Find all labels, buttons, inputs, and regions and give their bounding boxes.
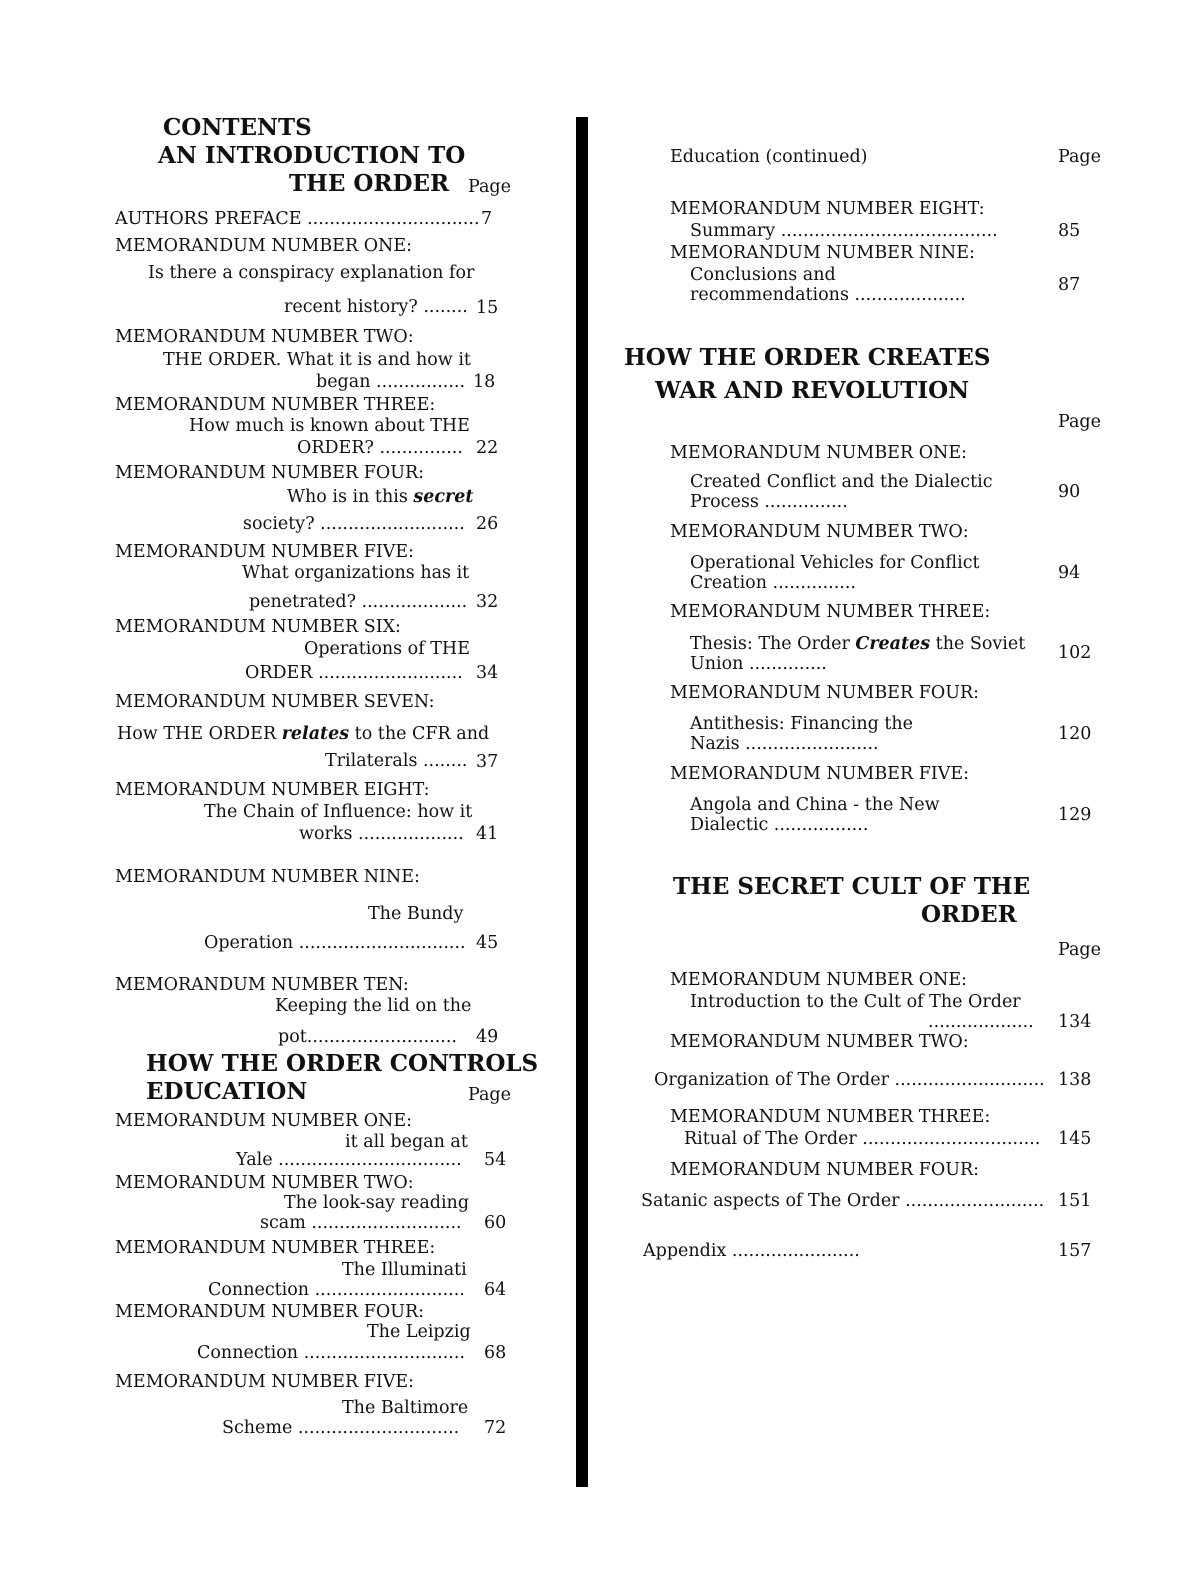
memo-description: The Baltimore	[342, 1398, 469, 1418]
memo-description: Summary .......................................	[690, 221, 998, 241]
continued-label: Education (continued)	[670, 147, 868, 167]
page-number: 151	[1058, 1191, 1092, 1211]
page-number: 94	[1058, 563, 1081, 583]
page-number: 145	[1058, 1129, 1092, 1149]
page-number: 49	[476, 1027, 499, 1047]
page-number: 41	[476, 824, 499, 844]
page-number: 22	[476, 438, 499, 458]
page-number: 157	[1058, 1241, 1092, 1261]
memo-description: Union ..............	[690, 654, 827, 674]
memo-title: MEMORANDUM NUMBER NINE:	[670, 243, 975, 263]
memo-description: ...................	[928, 1012, 1034, 1032]
page-column-label: Page	[1058, 940, 1101, 960]
memo-description: Satanic aspects of The Order .........................	[641, 1191, 1045, 1211]
page-number: 64	[484, 1280, 507, 1300]
page-number: 18	[473, 372, 496, 392]
memo-description: THE ORDER. What it is and how it	[163, 350, 471, 370]
memo-description: recent history? ........	[284, 297, 468, 317]
memo-title: MEMORANDUM NUMBER FOUR:	[670, 683, 980, 703]
memo-title: MEMORANDUM NUMBER THREE:	[115, 1238, 436, 1258]
section-heading: THE SECRET CULT OF THE	[673, 873, 1031, 900]
memo-description: Conclusions and	[690, 265, 836, 285]
memo-title: MEMORANDUM NUMBER NINE:	[115, 867, 420, 887]
memo-description: works ...................	[299, 824, 464, 844]
toc-entry: AUTHORS PREFACE ...............................	[115, 209, 480, 229]
memo-description: The Chain of Influence: how it	[204, 802, 473, 822]
page-number: 90	[1058, 482, 1081, 502]
page-number: 102	[1058, 643, 1092, 663]
memo-description: Connection ...........................	[208, 1280, 465, 1300]
memo-title: MEMORANDUM NUMBER FIVE:	[115, 542, 415, 562]
memo-description: How much is known about THE	[189, 416, 470, 436]
section-heading: ORDER	[921, 901, 1017, 928]
page-number: 26	[476, 514, 499, 534]
memo-title: MEMORANDUM NUMBER TWO:	[670, 522, 969, 542]
memo-description: The Illuminati	[342, 1260, 467, 1280]
memo-title: MEMORANDUM NUMBER THREE:	[670, 602, 991, 622]
page-number: 72	[484, 1418, 507, 1438]
memo-description: Ritual of The Order ................................	[684, 1129, 1041, 1149]
section-heading: AN INTRODUCTION TO	[158, 142, 466, 169]
section-heading: WAR AND REVOLUTION	[655, 377, 970, 404]
page-column-label: Page	[468, 1085, 511, 1105]
section-heading: HOW THE ORDER CONTROLS	[146, 1050, 539, 1077]
memo-description: Keeping the lid on the	[275, 996, 472, 1016]
memo-title: MEMORANDUM NUMBER TWO:	[115, 1173, 414, 1193]
memo-title: MEMORANDUM NUMBER SEVEN:	[115, 692, 435, 712]
memo-title: MEMORANDUM NUMBER TEN:	[115, 975, 409, 995]
memo-description: Antithesis: Financing the	[690, 714, 914, 734]
column-divider	[576, 117, 588, 1487]
page-number: 15	[476, 298, 499, 318]
page-number: 85	[1058, 221, 1081, 241]
memo-title: MEMORANDUM NUMBER FIVE:	[115, 1372, 415, 1392]
memo-description: it all began at	[345, 1132, 468, 1152]
memo-description: Process ...............	[690, 492, 848, 512]
memo-description: Connection .............................	[197, 1343, 465, 1363]
memo-description: Dialectic .................	[690, 815, 869, 835]
memo-description: Is there a conspiracy explanation for	[148, 263, 475, 283]
memo-title: MEMORANDUM NUMBER FOUR:	[670, 1160, 980, 1180]
memo-description: Operations of THE	[304, 639, 470, 659]
memo-description: The Leipzig	[367, 1322, 471, 1342]
memo-description: Angola and China - the New	[690, 795, 940, 815]
memo-description: Operation ..............................	[204, 933, 466, 953]
page-number: 129	[1058, 805, 1092, 825]
memo-description: Yale .................................	[236, 1150, 462, 1170]
memo-description: Organization of The Order ...........................	[654, 1070, 1045, 1090]
memo-description: Who is in this secret	[287, 487, 474, 507]
memo-title: MEMORANDUM NUMBER ONE:	[115, 236, 413, 256]
page-number: 34	[476, 663, 499, 683]
memo-description: ORDER? ...............	[297, 438, 463, 458]
page-number: 54	[484, 1150, 507, 1170]
memo-title: MEMORANDUM NUMBER ONE:	[115, 1111, 413, 1131]
page-number: 120	[1058, 724, 1092, 744]
section-heading: EDUCATION	[146, 1078, 308, 1105]
memo-title: MEMORANDUM NUMBER THREE:	[670, 1107, 991, 1127]
page-column-label: Page	[1058, 412, 1101, 432]
memo-description: Introduction to the Cult of The Order	[690, 992, 1021, 1012]
memo-description: The look-say reading	[284, 1193, 470, 1213]
memo-description: Operational Vehicles for Conflict	[690, 553, 980, 573]
page-number: 87	[1058, 275, 1081, 295]
memo-description: society? ..........................	[243, 514, 465, 534]
memo-description: Created Conflict and the Dialectic	[690, 472, 993, 492]
memo-description: Thesis: The Order Creates the Soviet	[690, 634, 1026, 654]
memo-description: Creation ...............	[690, 573, 856, 593]
page-number: 60	[484, 1213, 507, 1233]
memo-title: MEMORANDUM NUMBER FOUR:	[115, 463, 425, 483]
toc-entry: Appendix .......................	[643, 1241, 860, 1261]
memo-title: MEMORANDUM NUMBER THREE:	[115, 395, 436, 415]
page-number: 7	[481, 209, 493, 229]
memo-description: recommendations ....................	[690, 285, 966, 305]
page-column-label: Page	[1058, 147, 1101, 167]
memo-title: MEMORANDUM NUMBER ONE:	[670, 970, 968, 990]
memo-description: Scheme .............................	[222, 1418, 460, 1438]
memo-title: MEMORANDUM NUMBER EIGHT:	[670, 199, 985, 219]
memo-description: ORDER ..........................	[245, 663, 463, 683]
memo-title: MEMORANDUM NUMBER TWO:	[670, 1032, 969, 1052]
memo-description: scam ...........................	[260, 1213, 462, 1233]
memo-description: Nazis ........................	[690, 734, 879, 754]
memo-description: What organizations has it	[242, 563, 470, 583]
page-number: 68	[484, 1343, 507, 1363]
page-column-label: Page	[468, 177, 511, 197]
memo-title: MEMORANDUM NUMBER FOUR:	[115, 1302, 425, 1322]
page-number: 134	[1058, 1012, 1092, 1032]
page-number: 138	[1058, 1070, 1092, 1090]
memo-description: Trilaterals ........	[325, 751, 468, 771]
page-number: 37	[476, 752, 499, 772]
page-number: 32	[476, 592, 499, 612]
memo-description: began ................	[316, 372, 466, 392]
section-heading: HOW THE ORDER CREATES	[624, 344, 991, 371]
memo-description: How THE ORDER relates to the CFR and	[117, 724, 490, 744]
memo-title: MEMORANDUM NUMBER TWO:	[115, 327, 414, 347]
page-number: 45	[476, 933, 499, 953]
section-heading: THE ORDER	[289, 170, 450, 197]
memo-title: MEMORANDUM NUMBER EIGHT:	[115, 780, 430, 800]
memo-title: MEMORANDUM NUMBER SIX:	[115, 617, 401, 637]
memo-title: MEMORANDUM NUMBER ONE:	[670, 443, 968, 463]
memo-title: MEMORANDUM NUMBER FIVE:	[670, 764, 970, 784]
contents-title: CONTENTS	[163, 114, 312, 141]
memo-description: The Bundy	[368, 904, 464, 924]
memo-description: pot...........................	[278, 1027, 457, 1047]
memo-description: penetrated? ...................	[249, 592, 468, 612]
